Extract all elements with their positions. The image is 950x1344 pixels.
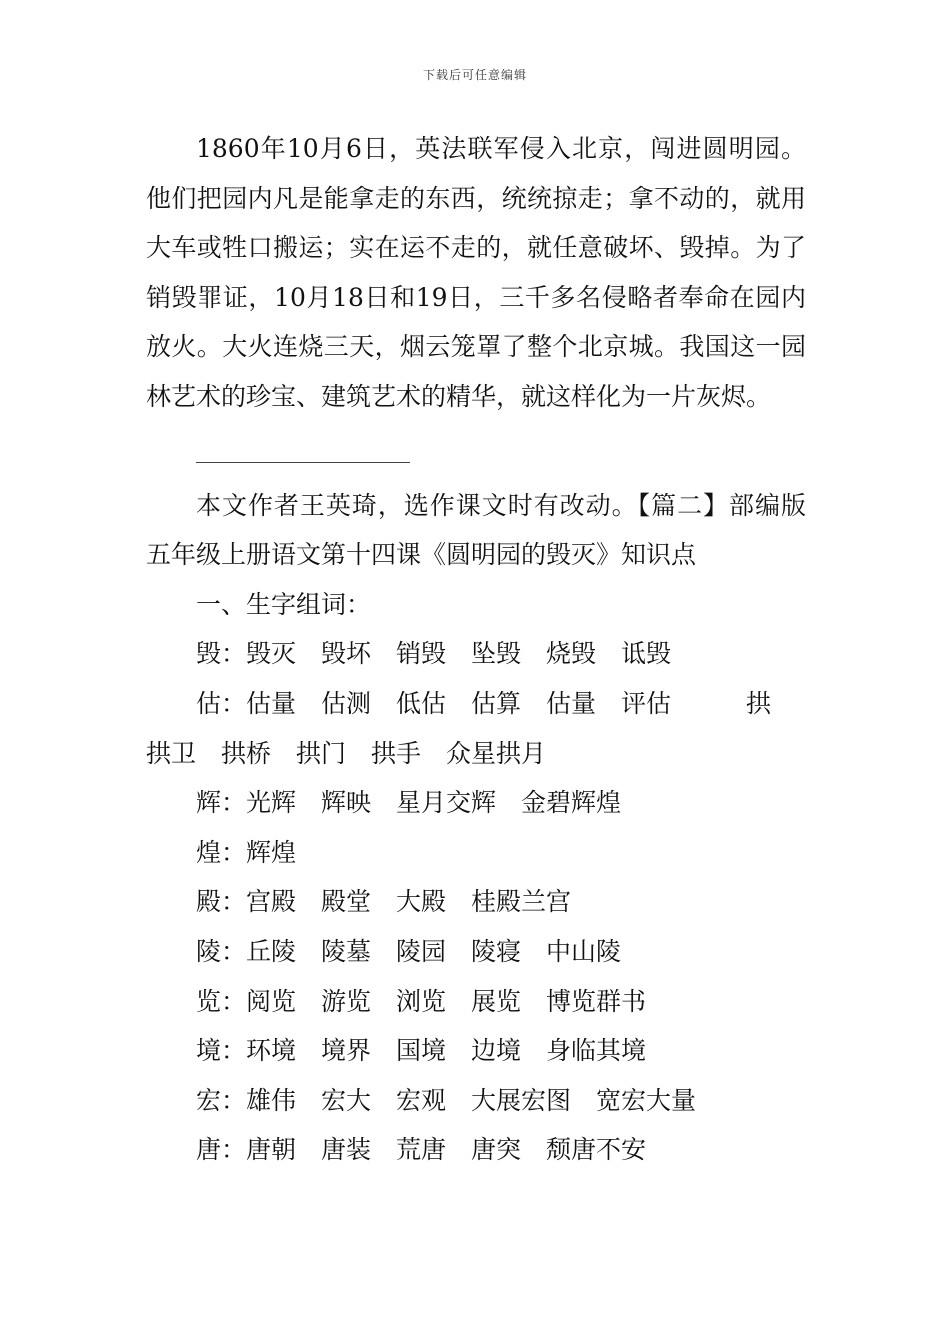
section-title: 一、生字组词： (196, 589, 372, 619)
vocab-line-dian: 殿：宫殿 殿堂 大殿 桂殿兰宫 (196, 887, 572, 917)
vocab-line-lan: 览：阅览 游览 浏览 展览 博览群书 (196, 986, 647, 1016)
header-note: 下载后可任意编辑 (422, 68, 527, 82)
paragraph-author-note: 本文作者王英琦，选作课文时有改动。【篇二】部编版五年级上册语文第十四课《圆明园的毁灭》知识点 (146, 490, 806, 570)
vocab-line-hui-light: 辉：光辉 辉映 星月交辉 金碧辉煌 (196, 788, 622, 818)
vocab-line-gu-gong: 估：估量 估测 低估 估算 估量 评估 拱 拱卫 拱桥 拱门 拱手 众星拱月 (146, 688, 797, 768)
footnote-divider (196, 462, 410, 463)
document-body (146, 124, 806, 1175)
vocab-line-ling: 陵：丘陵 陵墓 陵园 陵寝 中山陵 (196, 936, 622, 966)
vocab-line-hong: 宏：雄伟 宏大 宏观 大展宏图 宽宏大量 (196, 1085, 697, 1115)
vocab-line-tang: 唐：唐朝 唐装 荒唐 唐突 颓唐不安 (196, 1135, 647, 1165)
vocab-line-jing: 境：环境 境界 国境 边境 身临其境 (196, 1036, 647, 1066)
vocab-line-huang: 煌：辉煌 (196, 837, 297, 867)
vocab-line-hui: 毁：毁灭 毁坏 销毁 坠毁 烧毁 诋毁 (196, 639, 672, 669)
paragraph-history: 1860年10月6日，英法联军侵入北京，闯进圆明园。他们把园内凡是能拿走的东西，统统掠走；拿不动的，就用大车或牲口搬运；实在运不走的，就任意破坏、毁掉。为了销毁罪证，10月18日和19日，三千多名侵略者奉命在园内放火。大火连烧三天，烟云笼罩了整个北京城。我国这一园林艺术的珍宝、建筑艺术的精华，就这样化为一片灰烬。 (146, 134, 806, 411)
